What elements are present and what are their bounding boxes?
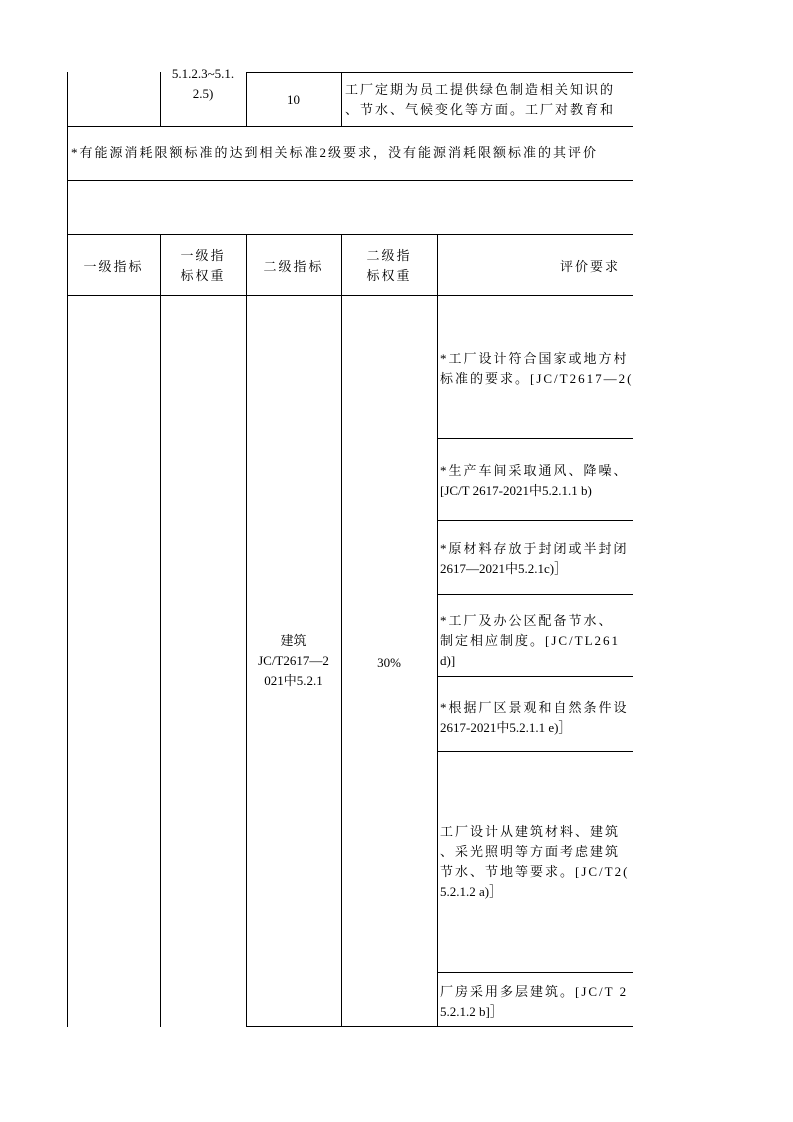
requirement-4-line-3: d)] (440, 653, 456, 668)
rule-left-edge (67, 72, 68, 1027)
top-clause-end: 2.5) (192, 86, 214, 101)
header-requirement: 评价要求 (560, 259, 621, 274)
requirement-6-line-2: 、采光照明等方面考虑建筑 (440, 844, 621, 859)
rule-col-4 (437, 234, 438, 1027)
requirement-5-line-2: 2617-2021中5.2.1.1 e)］ (440, 720, 572, 735)
rule-header-top (67, 234, 633, 235)
requirement-2-line-2: [JC/T 2617-2021中5.2.1.1 b) (440, 483, 592, 498)
rule-section-bottom (246, 1026, 633, 1027)
section-name-l2: JC/T2617—2 (258, 653, 329, 668)
top-requirement-line-2: 、节水、气候变化等方面。工厂对教育和 (345, 102, 616, 117)
header-level2-indicator: 二级指标 (263, 259, 324, 274)
requirement-6-line-1: 工厂设计从建筑材料、建筑 (440, 824, 621, 839)
header-level1-indicator: 一级指标 (83, 259, 144, 274)
header-level2-weight-l2: 标权重 (366, 268, 412, 283)
requirement-2-line-1: *生产车间采取通风、降噪、 (440, 463, 629, 478)
header-level2-weight-l1: 二级指 (366, 248, 412, 263)
requirement-1-line-1: *工厂设计符合国家或地方村 (440, 351, 629, 366)
section-name-l3: 021中5.2.1 (264, 673, 323, 688)
top-requirement-line-1: 工厂定期为员工提供绿色制造相关知识的 (345, 82, 616, 97)
rule-req-2 (437, 520, 633, 521)
requirement-3-line-1: *原材料存放于封闭或半封闭 (440, 541, 629, 556)
rule-note-bottom (67, 180, 633, 181)
rule-req-4 (437, 676, 633, 677)
section-name-l1: 建筑 (280, 633, 307, 648)
top-clause-partial: 5.1.2.3~5.1. (171, 66, 235, 81)
requirement-6-line-3: 节水、节地等要求。[JC/T2( (440, 864, 630, 879)
energy-note: *有能源消耗限额标准的达到相关标准2级要求，没有能源消耗限额标准的其评价 (71, 145, 599, 160)
requirement-1-line-2: 标准的要求。[JC/T2617—2( (440, 371, 633, 386)
rule-req-1 (437, 438, 633, 439)
requirement-4-line-1: *工厂及办公区配备节水、 (440, 613, 614, 628)
requirement-3-line-2: 2617—2021中5.2.1c)］ (440, 561, 568, 576)
rule-req-6 (437, 972, 633, 973)
requirement-6-line-4: 5.2.1.2 a)］ (440, 884, 503, 899)
requirement-5-line-1: *根据厂区景观和自然条件设 (440, 700, 629, 715)
rule-req-5 (437, 751, 633, 752)
rule-col-3 (341, 72, 342, 126)
top-score: 10 (287, 92, 300, 107)
rule-col-1 (160, 234, 161, 1027)
rule-top-row (246, 72, 633, 73)
rule-header-bottom (67, 295, 633, 296)
requirement-7-line-2: 5.2.1.2 b]］ (440, 1004, 503, 1019)
rule-req-3 (437, 594, 633, 595)
header-level1-weight-l1: 一级指 (180, 248, 226, 263)
section-weight: 30% (377, 655, 401, 670)
rule-note-top (67, 126, 633, 127)
rule-col-3 (341, 234, 342, 1027)
requirement-7-line-1: 厂房采用多层建筑。[JC/T 2 (440, 984, 629, 999)
requirement-4-line-2: 制定相应制度。[JC/TL261 (440, 633, 621, 648)
header-level1-weight-l2: 标权重 (180, 268, 226, 283)
